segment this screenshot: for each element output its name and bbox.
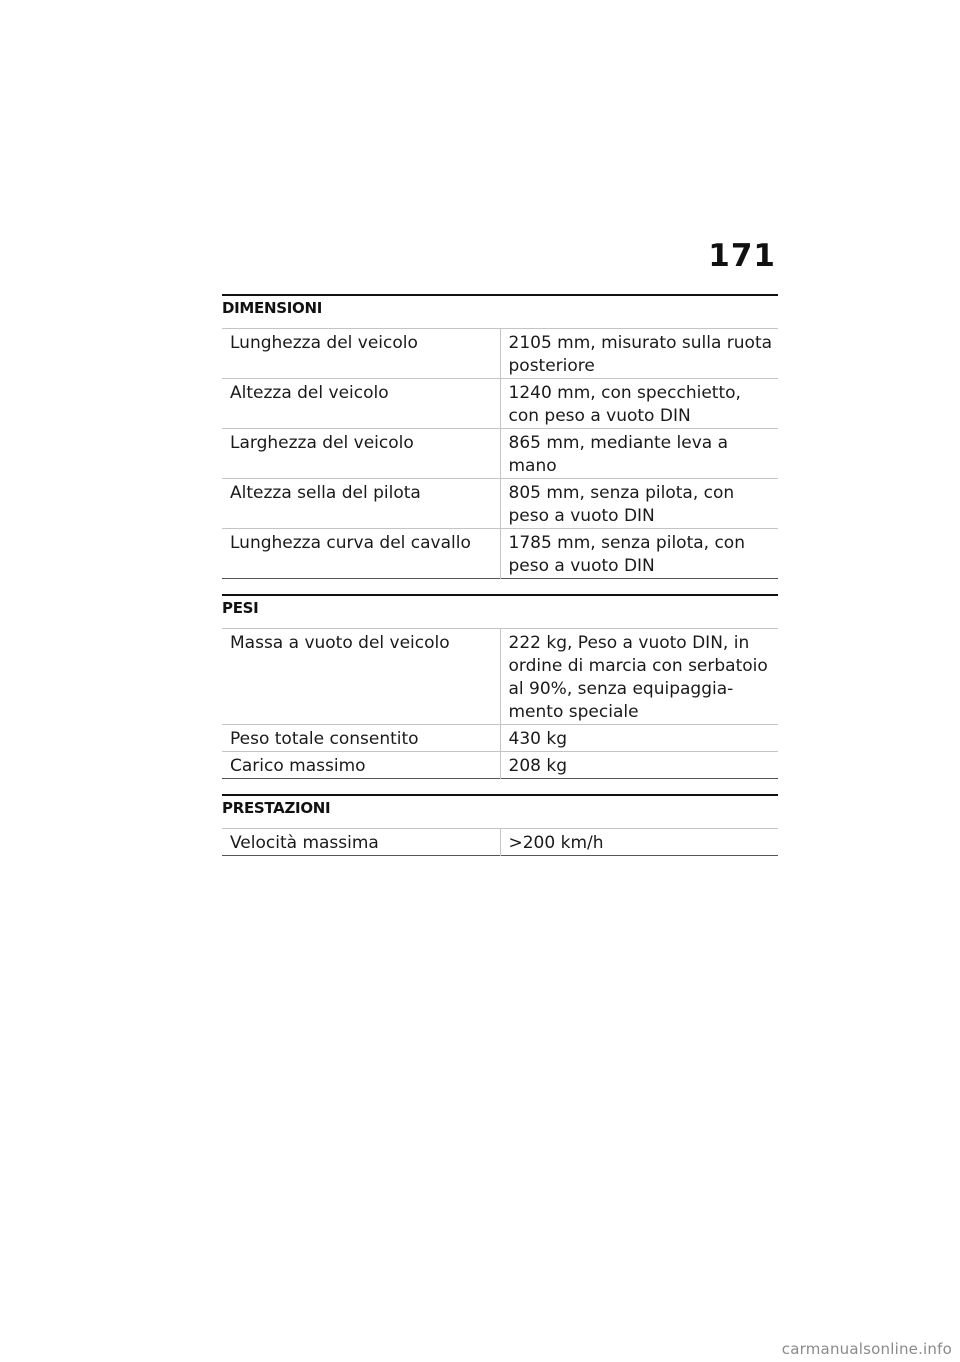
- row-value: 2105 mm, misurato sulla ruota posteriore: [508, 333, 773, 376]
- section-title: DIMENSIONI: [222, 294, 778, 328]
- row-label: Altezza del veicolo: [222, 379, 500, 429]
- row-label: Lunghezza curva del cavallo: [222, 529, 500, 579]
- section-prestazioni: [222, 794, 778, 856]
- row-value: 1785 mm, senza pilota, con peso a vuoto DIN: [508, 533, 745, 576]
- spec-table: [222, 628, 778, 779]
- table-row: [222, 529, 778, 579]
- table-row: [222, 429, 778, 479]
- spec-table: [222, 828, 778, 856]
- row-label: Larghezza del veicolo: [222, 429, 500, 479]
- row-value: 865 mm, mediante leva a mano: [508, 433, 729, 476]
- row-value: 208 kg: [508, 756, 567, 776]
- table-row: [222, 479, 778, 529]
- table-row: [222, 752, 778, 779]
- row-label: Massa a vuoto del veicolo: [222, 629, 500, 725]
- row-value: 805 mm, senza pilota, con peso a vuoto DIN: [508, 483, 735, 526]
- row-value: >200 km/h: [508, 833, 604, 853]
- spec-table: [222, 328, 778, 579]
- row-label: Altezza sella del pilota: [222, 479, 500, 529]
- row-label: Lunghezza del veicolo: [222, 329, 500, 379]
- page-number: 171: [708, 238, 776, 274]
- spec-content: [222, 294, 778, 871]
- watermark-link: carmanualsonline.info: [781, 1340, 952, 1358]
- section-pesi: [222, 594, 778, 779]
- row-value: 1240 mm, con specchietto, con peso a vuoto DIN: [508, 383, 741, 426]
- table-row: [222, 329, 778, 379]
- row-value: 430 kg: [508, 729, 567, 749]
- row-label: Peso totale consentito: [222, 725, 500, 752]
- row-label: Velocità massima: [222, 829, 500, 856]
- section-title: PRESTAZIONI: [222, 794, 778, 828]
- table-row: [222, 379, 778, 429]
- table-row: [222, 725, 778, 752]
- section-title: PESI: [222, 594, 778, 628]
- row-label: Carico massimo: [222, 752, 500, 779]
- section-dimensioni: [222, 294, 778, 579]
- row-value: 222 kg, Peso a vuoto DIN, in ordine di marcia con serbatoio al 90%, senza equipaggiamento speciale: [508, 633, 768, 722]
- table-row: [222, 829, 778, 856]
- table-row: [222, 629, 778, 725]
